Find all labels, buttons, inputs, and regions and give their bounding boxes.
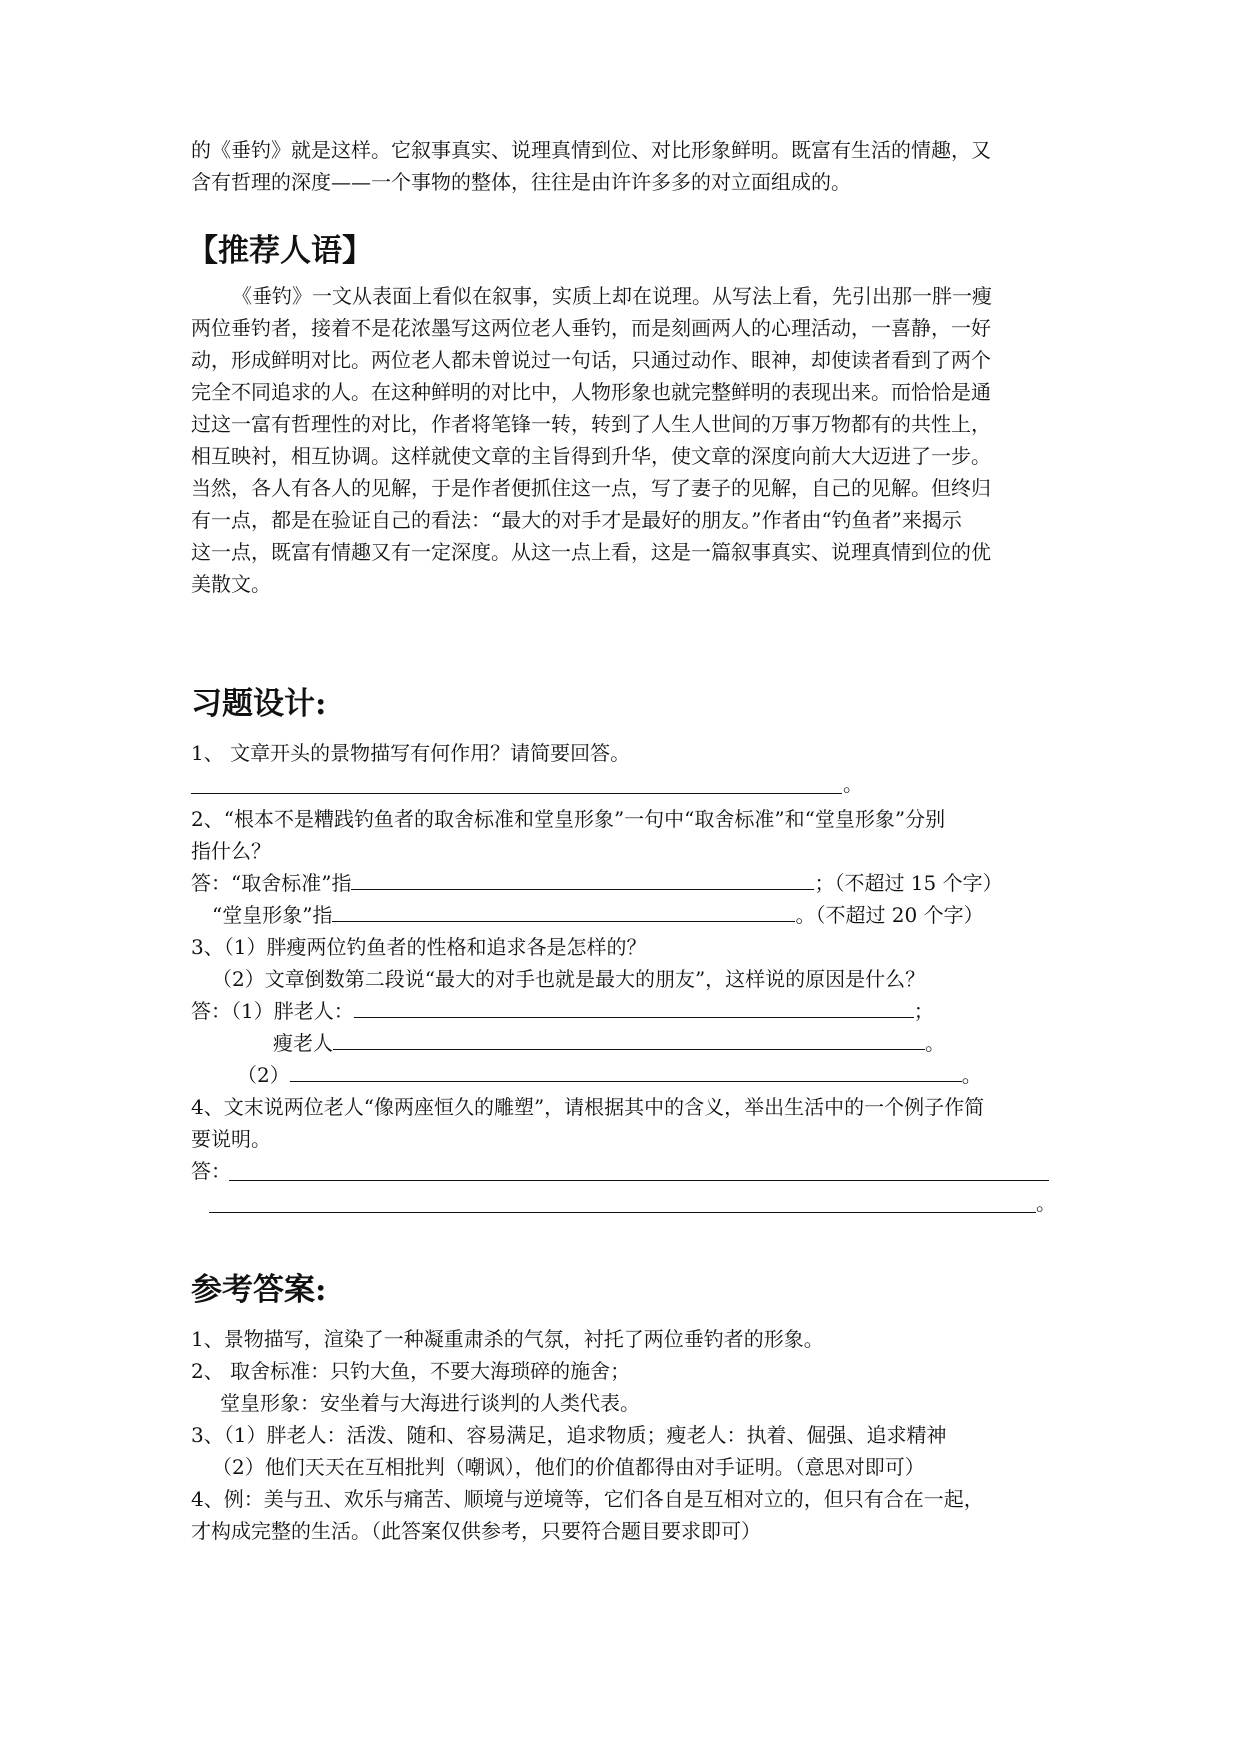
answer-text-4: 3、（1）胖老人：活泼、随和、容易满足，追求物质；瘦老人：执着、倔强、追求精神 [191,1423,947,1447]
answer-blank-4-1 [229,1180,1049,1181]
answer-blank-3-3 [290,1059,962,1082]
recommend-line-9: 这一点，既富有情趣又有一定深度。从这一点上看，这是一篇叙事真实、说理真情到位的优 [191,540,991,564]
answer-text-3: 堂皇形象：安坐着与大海进行谈判的人类代表。 [220,1391,640,1415]
answer-3-end-3: 。 [961,1063,982,1087]
answer-2-label-1: 答：“取舍标准”指 [191,871,352,895]
answer-2-label-2: “堂皇形象”指 [212,903,333,927]
answer-blank-3-2 [333,1027,925,1050]
question-3-line-2: （2）文章倒数第二段说“最大的对手也就是最大的朋友”，这样说的原因是什么？ [212,967,926,991]
recommend-line-6: 相互映衬，相互协调。这样就使文章的主旨得到升华，使文章的深度向前大大迈进了一步。 [191,444,991,468]
answer-3-row-1 [191,995,934,1027]
recommend-heading: 【推荐人语】 [187,233,373,269]
question-2-line-2: 指什么？ [191,839,271,863]
answer-2-row-2 [212,899,984,931]
answer-blank-2-2 [332,899,795,922]
recommend-line-1: 《垂钓》一文从表面上看似在叙事，实质上却在说理。从写法上看，先引出那一胖一瘦 [232,284,992,308]
answer-blank-4-2 [209,1212,1036,1213]
answer-2-note-2: 。（不超过 20 个字） [795,903,984,927]
answer-3-label-2: 瘦老人 [273,1031,333,1055]
answer-text-7: 才构成完整的生活。（此答案仅供参考，只要符合题目要求即可） [191,1519,761,1543]
question-4-line-2: 要说明。 [191,1127,271,1151]
recommend-line-10: 美散文。 [191,572,271,596]
answer-3-label-3: （2） [237,1063,290,1087]
answer-line-q1-end: 。 [843,772,863,796]
answer-blank-3-1 [354,995,914,1018]
recommend-line-4: 完全不同追求的人。在这种鲜明的对比中，人物形象也就完整鲜明的表现出来。而恰恰是通 [191,380,991,404]
answer-3-label-1: 答：（1）胖老人： [191,999,354,1023]
question-2-line-1: 2、“根本不是糟践钓鱼者的取舍标准和堂皇形象”一句中“取舍标准”和“堂皇形象”分别 [191,807,946,831]
answers-heading: 参考答案: [191,1272,327,1308]
exercises-heading: 习题设计: [191,686,327,722]
intro-line-1: 的《垂钓》就是这样。它叙事真实、说理真情到位、对比形象鲜明。既富有生活的情趣，又 [191,138,991,162]
answer-text-6: 4、例：美与丑、欢乐与痛苦、顺境与逆境等，它们各自是互相对立的，但只有合在一起， [191,1487,984,1511]
answer-4-end: 。 [1036,1191,1056,1215]
answer-3-row-3 [237,1059,982,1091]
answer-blank-2-1 [351,867,814,890]
recommend-line-5: 过这一富有哲理性的对比，作者将笔锋一转，转到了人生人世间的万事万物都有的共性上， [191,412,991,436]
recommend-line-3: 动，形成鲜明对比。两位老人都未曾说过一句话，只通过动作、眼神，却使读者看到了两个 [191,348,991,372]
answer-2-note-1: ；（不超过 15 个字） [814,871,1003,895]
answer-4-label: 答： [191,1159,231,1183]
answer-3-row-2 [273,1027,945,1059]
question-1: 1、 文章开头的景物描写有何作用？请简要回答。 [191,741,631,765]
answer-text-5: （2）他们天天在互相批判（嘲讽），他们的价值都得由对手证明。（意思对即可） [212,1455,925,1479]
question-3-line-1: 3、（1）胖瘦两位钓鱼者的性格和追求各是怎样的？ [191,935,647,959]
answer-2-row-1 [191,867,1003,899]
intro-line-2: 含有哲理的深度——一个事物的整体，往往是由许许多多的对立面组成的。 [191,170,851,194]
answer-text-1: 1、景物描写，渲染了一种凝重肃杀的气氛，衬托了两位垂钓者的形象。 [191,1327,824,1351]
answer-line-q1 [191,793,842,794]
answer-3-end-2: 。 [925,1031,945,1055]
question-4-line-1: 4、文末说两位老人“像两座恒久的雕塑”，请根据其中的含义，举出生活中的一个例子作简 [191,1095,985,1119]
answer-3-semicolon: ； [913,999,934,1023]
recommend-line-2: 两位垂钓者，接着不是花浓墨写这两位老人垂钓，而是刻画两人的心理活动，一喜静，一好 [191,316,991,340]
answer-text-2: 2、 取舍标准：只钓大鱼，不要大海琐碎的施舍； [191,1359,631,1383]
recommend-line-7: 当然，各人有各人的见解，于是作者便抓住这一点，写了妻子的见解，自己的见解。但终归 [191,476,991,500]
recommend-line-8: 有一点，都是在验证自己的看法：“最大的对手才是最好的朋友。”作者由“钓鱼者”来揭示 [191,508,962,532]
